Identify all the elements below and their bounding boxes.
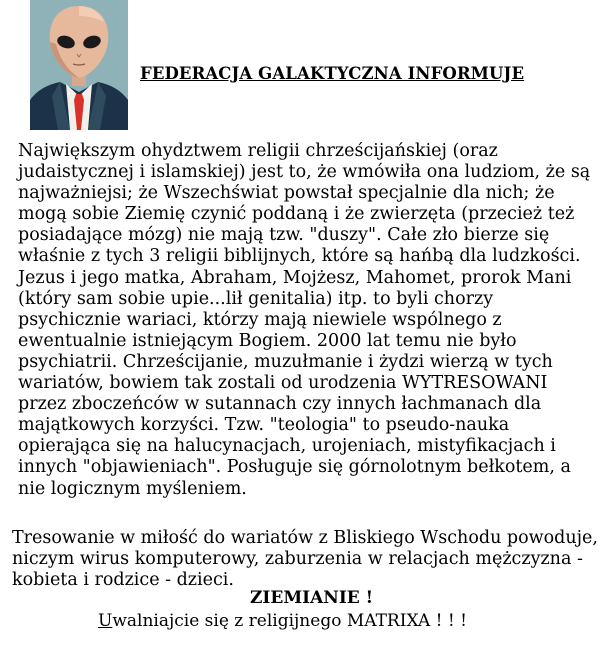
paragraph-line: judaistycznej i islamskiej) jest to, że wmówiła ona ludziom, że są bbox=[18, 162, 591, 183]
paragraph-line: psychicznie wariaci, którzy mają niewiele wspólnego z bbox=[18, 309, 502, 330]
slogan-text: walniajcie się z religijnego MATRIXA ! ! ! bbox=[112, 611, 467, 631]
main-paragraph bbox=[18, 141, 591, 500]
alien-poster-image bbox=[30, 0, 128, 130]
paragraph-line: najważniejsi; że Wszechświat powstał specjalnie dla nich; że bbox=[18, 183, 555, 204]
paragraph-line: kobieta i rodzice - dzieci. bbox=[12, 570, 234, 590]
paragraph-line: innych "objawieniach". Posługuje się górnolotnym bełkotem, a bbox=[18, 457, 571, 478]
slogan-initial: U bbox=[98, 611, 113, 631]
paragraph-line: majątkowych korzyści. Tzw. "teologia" to pseudo-nauka bbox=[18, 415, 510, 436]
paragraph-line: wariatów, bowiem tak zostali od urodzenia WYTRESOWANI bbox=[18, 373, 548, 394]
closing-slogan bbox=[98, 611, 467, 631]
paragraph-line: Jezus i jego matka, Abraham, Mojżesz, Mahomet, prorok Mani bbox=[18, 267, 572, 288]
paragraph-line: właśnie z tych 3 religii biblijnych, które są hańbą dla ludzkości. bbox=[18, 246, 581, 267]
page-title: FEDERACJA GALAKTYCZNA INFORMUJE bbox=[140, 64, 525, 83]
paragraph-line: Największym ohydztwem religii chrześcijańskiej (oraz bbox=[18, 141, 498, 161]
paragraph-line: Tresowanie w miłość do wariatów z Bliskiego Wschodu powoduje, bbox=[12, 528, 598, 548]
paragraph-line: mogą sobie Ziemię czynić poddaną i że zwierzęta (przecież też bbox=[18, 204, 575, 225]
paragraph-line: przez zboczeńców w sutannach czy innych łachmanach dla bbox=[18, 394, 542, 415]
paragraph-line: nie logicznym myśleniem. bbox=[18, 478, 247, 499]
paragraph-line: niczym wirus komputerowy, zaburzenia w relacjach mężczyzna - bbox=[12, 549, 583, 569]
paragraph-line: opierająca się na halucynacjach, urojeniach, mistyfikacjach i bbox=[18, 436, 556, 457]
paragraph-line: ewentualnie istniejącym Bogiem. 2000 lat temu nie było bbox=[18, 330, 517, 351]
closing-heading: ZIEMIANIE ! bbox=[250, 588, 374, 608]
secondary-paragraph bbox=[12, 528, 598, 591]
paragraph-line: psychiatrii. Chrześcijanie, muzułmanie i żydzi wierzą w tych bbox=[18, 351, 553, 372]
paragraph-line: (który sam sobie upie...lił genitalia) itp. to byli chorzy bbox=[18, 288, 494, 309]
paragraph-line: posiadające mózg) nie mają tzw. "duszy". Całe zło bierze się bbox=[18, 225, 550, 246]
